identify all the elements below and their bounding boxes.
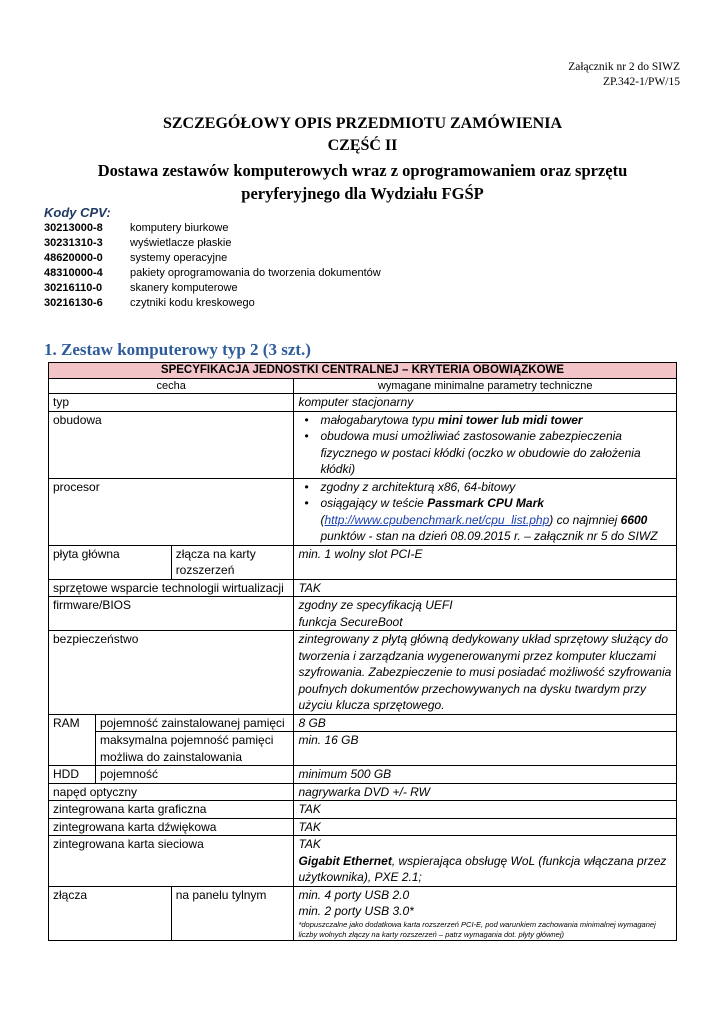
annex-line1: Załącznik nr 2 do SIWZ: [568, 61, 680, 73]
section-heading: [44, 340, 311, 360]
row-label: zintegrowana karta sieciowa: [49, 836, 294, 887]
row-value: [294, 411, 677, 478]
row-label: zintegrowana karta dźwiękowa: [49, 818, 294, 836]
cpv-code: 30216110-0: [44, 282, 103, 294]
text-bold: 6600: [620, 512, 648, 527]
cpv-code: 30216130-6: [44, 297, 103, 309]
row-value: nagrywarka DVD +/- RW: [294, 783, 677, 801]
list-item: [320, 412, 672, 429]
table-row: [49, 714, 677, 732]
cpv-codes: [44, 204, 381, 311]
passmark-link[interactable]: http://www.cpubenchmark.net/cpu_list.php: [324, 512, 550, 527]
list-item: • obudowa musi umożliwiać zastosowanie zabezpieczenia fizycznego w postaci kłódki (oczko w obudowie do założenia kłódki): [320, 428, 672, 478]
value-line: funkcja SecureBoot: [298, 614, 403, 629]
row-value: min. 16 GB: [294, 732, 677, 766]
value-line: [298, 853, 672, 886]
col-header-params: wymagane minimalne parametry techniczne: [294, 379, 677, 394]
col-header-feature: cecha: [49, 379, 294, 394]
row-label: RAM: [49, 714, 96, 766]
row-value: [294, 597, 677, 631]
table-header-row: [49, 363, 677, 379]
row-label: zintegrowana karta graficzna: [49, 801, 294, 819]
row-label: obudowa: [49, 411, 294, 478]
text: , wspierająca obsługę WoL (funkcja włączana przez użytkownika), PXE 2.1;: [298, 853, 667, 884]
row-label: firmware/BIOS: [49, 597, 294, 631]
table-row: [49, 411, 677, 478]
row-label: typ: [49, 394, 294, 412]
row-sublabel: pojemność zainstalowanej pamięci: [95, 714, 294, 732]
table-row: [49, 579, 677, 597]
cpv-heading: Kody CPV:: [44, 205, 111, 220]
table-row: [49, 783, 677, 801]
row-value: 8 GB: [294, 714, 677, 732]
table-header: SPECYFIKACJA JEDNOSTKI CENTRALNEJ – KRYTERIA OBOWIĄZKOWE: [49, 363, 677, 379]
row-sublabel: złącza na karty rozszerzeń: [171, 545, 294, 579]
title-subject-1: Dostawa zestawów komputerowych wraz z oprogramowaniem oraz sprzętu: [97, 161, 628, 180]
row-sublabel: pojemność: [95, 766, 294, 784]
row-value: min. 1 wolny slot PCI-E: [294, 545, 677, 579]
table-subheader-row: [49, 379, 677, 394]
table-row: [49, 597, 677, 631]
cpv-code: 48310000-4: [44, 267, 103, 279]
cpv-desc: czytniki kodu kreskowego: [130, 297, 255, 309]
footnote: *dopuszczalne jako dodatkowa karta rozszerzeń PCI-E, pod warunkiem zachowania minimalnej wymaganej liczby wolnych złączy na karty rozszerzeń – patrz wymagania dot. płyty głównej): [298, 919, 656, 939]
table-row: [49, 766, 677, 784]
text: (: [320, 512, 325, 527]
annex-line2: ZP.342-1/PW/15: [603, 76, 680, 88]
table-row: [49, 732, 677, 766]
table-row: [49, 836, 677, 887]
row-label: sprzętowe wsparcie technologii wirtualizacji: [49, 579, 294, 597]
value-line: zgodny ze specyfikacją UEFI: [298, 598, 453, 612]
row-label: napęd optyczny: [49, 783, 294, 801]
row-value: TAK: [294, 579, 677, 597]
table-row: [49, 631, 677, 715]
row-value: TAK: [294, 801, 677, 819]
section-number: 1.: [44, 340, 57, 359]
title-subject-2: peryferyjnego dla Wydziału FGŚP: [241, 184, 484, 203]
text-bold: Gigabit Ethernet: [298, 853, 392, 868]
cpv-desc: komputery biurkowe: [130, 222, 229, 234]
table-row: [49, 545, 677, 579]
text: małogabarytowa typu: [320, 412, 438, 427]
table-row: [49, 478, 677, 545]
row-label: bezpieczeństwo: [49, 631, 294, 715]
row-label: HDD: [49, 766, 96, 784]
row-value: [294, 478, 677, 545]
cpv-item: [44, 236, 381, 251]
document-title: [40, 113, 685, 205]
cpv-item: [44, 296, 381, 311]
table-row: [49, 394, 677, 412]
cpv-desc: pakiety oprogramowania do tworzenia dokumentów: [130, 267, 381, 279]
text: punktów - stan na dzień 08.09.2015 r. – załącznik nr 5 do SIWZ: [320, 529, 658, 543]
list-item: • zgodny z architekturą x86, 64-bitowy: [320, 479, 672, 496]
title-main: SZCZEGÓŁOWY OPIS PRZEDMIOTU ZAMÓWIENIA: [162, 115, 562, 132]
text: ) co najmniej: [549, 512, 621, 527]
cpv-code: 48620000-0: [44, 252, 103, 264]
table-row: [49, 801, 677, 819]
cpv-desc: wyświetlacze płaskie: [130, 237, 232, 249]
cpv-item: [44, 221, 381, 236]
row-value: komputer stacjonarny: [294, 394, 677, 412]
value-line: TAK: [298, 837, 321, 851]
value-line: min. 4 porty USB 2.0: [298, 887, 410, 902]
spec-table: [48, 362, 677, 941]
list-item: [320, 495, 672, 545]
text: osiągający w teście: [320, 496, 428, 510]
table-row: [49, 886, 677, 940]
row-value: zintegrowany z płytą główną dedykowany układ sprzętowy służący do tworzenia i zarządzania wygenerowanymi przez komputer kluczami szyfrowania. Zabezpieczenie to musi posiadać możliwość szyfrowania poufnych dokumentów przechowywanych na dysku twardym przy użyciu klucza sprzętowego.: [294, 631, 677, 715]
cpv-code: 30213000-8: [44, 222, 103, 234]
table-row: [49, 818, 677, 836]
row-label: procesor: [49, 478, 294, 545]
row-value: TAK: [294, 818, 677, 836]
section-title: Zestaw komputerowy typ 2 (3 szt.): [61, 340, 311, 359]
row-label: złącza: [49, 886, 172, 940]
cpv-item: [44, 266, 381, 281]
cpv-item: [44, 251, 381, 266]
row-value: minimum 500 GB: [294, 766, 677, 784]
row-label: płyta główna: [49, 545, 172, 579]
row-value: [294, 886, 677, 940]
row-value: [294, 836, 677, 887]
annex-reference: [568, 60, 680, 90]
cpv-desc: systemy operacyjne: [130, 252, 228, 264]
title-part: CZĘŚĆ II: [327, 137, 398, 154]
row-sublabel: maksymalna pojemność pamięci możliwa do zainstalowania: [95, 732, 294, 766]
text-bold: Passmark CPU Mark: [427, 496, 544, 510]
row-sublabel: na panelu tylnym: [171, 886, 294, 940]
text-bold: mini tower lub midi tower: [437, 412, 583, 427]
cpv-code: 30231310-3: [44, 237, 103, 249]
cpv-item: [44, 281, 381, 296]
cpv-desc: skanery komputerowe: [130, 282, 238, 294]
value-line: min. 2 porty USB 3.0*: [298, 904, 414, 918]
